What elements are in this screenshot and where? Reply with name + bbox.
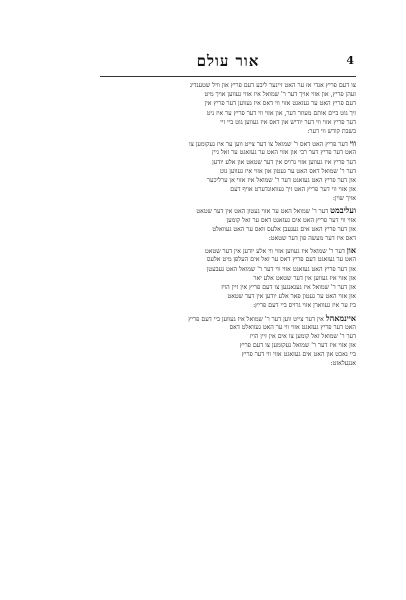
paragraph — [100, 206, 356, 243]
text-block — [100, 52, 356, 508]
text-line — [100, 234, 356, 243]
text-line — [100, 81, 356, 90]
text-line — [100, 274, 356, 283]
line-text: און אזוי ווי דער פריץ האט זיך געוואונדערט אויף דעם — [230, 186, 356, 194]
paragraph-lead-word: און — [346, 246, 356, 256]
line-text: דער פריץ האט דאס ר' שמואל צו דער צייט ווען ער איז געקומען צו — [188, 141, 348, 149]
page-title: אור עולם — [196, 52, 260, 70]
text-line — [100, 206, 356, 215]
line-text: דער ר' שמואל זאל קומען צו אים אין זיין הויז — [249, 332, 356, 340]
paragraph-lead-word: ועליבמט — [330, 206, 356, 216]
line-text: און אזוי האט ער געטון פאר אלע יודען אין דער שטאט — [227, 293, 356, 301]
line-text: האט דער פריץ געזאגט אזוי ווי ער האט געוואלט דאס — [229, 323, 356, 331]
line-text: ביי נאכט און האט אים געזאגט אזוי ווי דער פריץ — [241, 351, 356, 359]
page-number: 4 — [346, 54, 354, 67]
text-line — [100, 139, 356, 148]
text-line — [100, 246, 356, 255]
line-text: און אזוי איז געווען אין דער שטאט אלע יאר — [253, 274, 356, 282]
text-line — [100, 109, 356, 118]
line-text: דער פריץ אזוי ווי דער יודיש און דאס איז געווען גוט ביי זיי — [220, 118, 356, 126]
line-text: דער ר' שמואל איז געווען אזוי ווי אלע יודען אין דער שטאט — [205, 248, 345, 256]
line-text: און דער ר' שמואל איז געגאנגען צו דעם פריץ אין זיין הויז — [221, 283, 356, 291]
text-line — [100, 332, 356, 341]
text-line — [100, 118, 356, 127]
paragraph-lead-word: איינמאהל — [325, 313, 356, 323]
header-rule — [100, 76, 356, 77]
text-line — [100, 359, 356, 368]
text-line — [100, 314, 356, 323]
text-line — [100, 216, 356, 225]
text-line — [100, 99, 356, 108]
line-text: האט ער געזאגט דעם פריץ דאס ער זאל אים העלפן מיט אלעס — [206, 256, 356, 264]
text-line — [100, 255, 356, 264]
line-text: ביז ער איז געווארן אזוי גרויס ביי דעם פריץ: — [253, 302, 356, 310]
text-line — [100, 127, 356, 136]
text-line — [100, 292, 356, 301]
line-text: צו דעם פריץ אגדי אז ער האט זיינער ליבע דעם פריץ און וויל שטענדיג — [189, 82, 356, 89]
paragraph-lead-word: ווי — [349, 139, 356, 149]
text-line — [100, 341, 356, 350]
line-text: זיך גוט ביים אותם מעוזר דער, און אזוי ווי דער פריץ ער איז ניט — [206, 109, 356, 117]
line-text: זעהן פריץ, און אזוי אויך דער ר' שמואל איז אזוי געווען אויך מיט — [204, 91, 356, 99]
line-text: דער ר' שמואל האט ער אזוי געטון האט אין דער שטאט — [196, 208, 329, 216]
line-text: און אזוי איז דער ר' שמואל געקומען צו דעם פריץ — [239, 342, 356, 350]
paragraph — [100, 81, 356, 136]
text-line — [100, 301, 356, 310]
text-line — [100, 90, 356, 99]
line-text: און דער פריץ האט געזאגט דער ר' שמואל איז אזוי אן ערליכער — [206, 176, 356, 184]
text-line — [100, 158, 356, 167]
paragraph — [100, 246, 356, 310]
text-line — [100, 185, 356, 194]
line-text: אין דער צייט ווען דער ר' שמואל איז געווען ביי דעם פריץ — [188, 315, 324, 323]
line-text: אזוי ווי דער פריץ האט אים געזאגט דאס ער זאל קומען — [226, 216, 356, 224]
line-text: בשבת קודש ווי דער: — [307, 127, 356, 135]
paragraph — [100, 139, 356, 203]
page-header — [100, 52, 356, 74]
line-text: און דער פריץ האט געזאגט אזוי ווי דער ר' שמואל האט געבעטן — [206, 265, 356, 273]
text-line — [100, 176, 356, 185]
text-line — [100, 225, 356, 234]
line-text: אנגעלאזט: — [330, 360, 356, 368]
line-text: און דער פריץ האט אים געגעבן אלעס וואס ער האט געוואלט — [212, 225, 356, 233]
text-line — [100, 194, 356, 203]
line-text: האט דער פריץ דער רבי און אזוי האט ער געזאגט ער זאל גיין — [212, 149, 356, 157]
line-text: דער ר' שמואל דאס האט ער געטון און אזוי איז געווען גוט — [219, 167, 356, 175]
text-line — [100, 148, 356, 157]
line-text: דער פריץ איז געווען אזוי גרויס אין דער שטאט און אלע יודען — [212, 158, 356, 166]
paragraph — [100, 314, 356, 369]
text-line — [100, 283, 356, 292]
text-line — [100, 323, 356, 332]
text-line — [100, 265, 356, 274]
text-line — [100, 167, 356, 176]
text-line — [100, 350, 356, 359]
line-text: דעם פריץ האט ער געזאגט אזוי ווי דאס איז געווען דער פריץ אין — [204, 100, 356, 108]
body-text — [100, 81, 356, 369]
line-text: אויך שוין: — [332, 195, 356, 203]
line-text: דאס איז דער מעשה פון דער שטאט: — [268, 235, 356, 242]
